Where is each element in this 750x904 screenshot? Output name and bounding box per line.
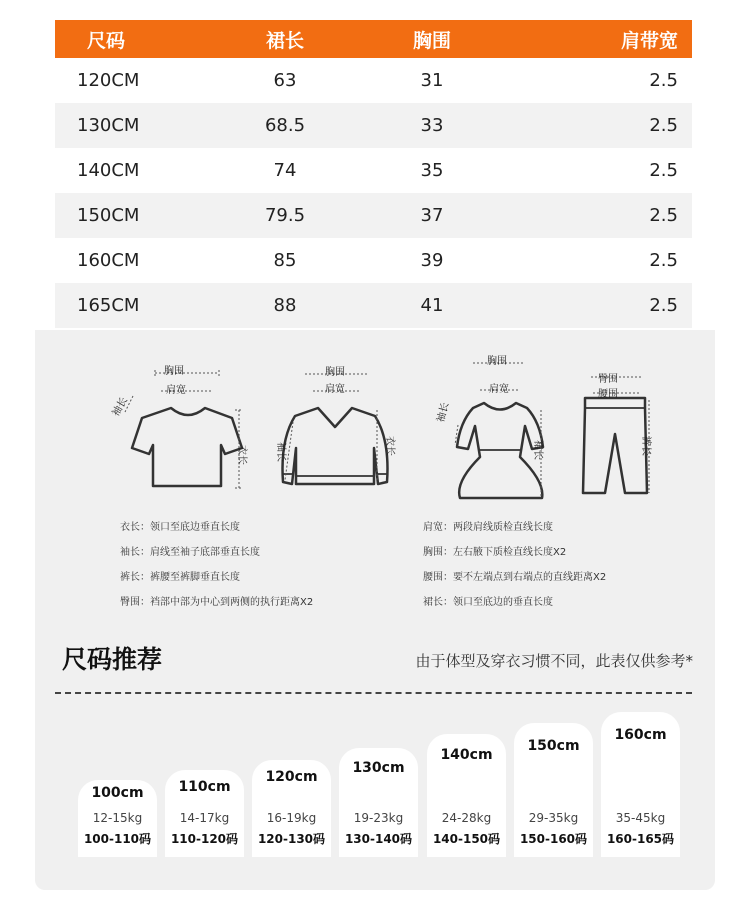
sweater-length-label: 衣长 <box>384 436 395 456</box>
tshirt-length-label: 衣长 <box>236 445 247 465</box>
card-size: 150cm <box>527 738 580 754</box>
dress-shoulder-label: 肩宽 <box>489 384 509 395</box>
card-weight: 16-19kg <box>266 811 317 825</box>
tshirt-shoulder-label: 肩宽 <box>166 385 186 396</box>
cell-strap-width: 2.5 <box>649 205 678 226</box>
card-weight: 35-45kg <box>615 811 666 825</box>
cell-strap-width: 2.5 <box>649 115 678 136</box>
card-weight: 19-23kg <box>353 811 404 825</box>
size-card <box>427 734 506 857</box>
pants-hip-label: 臀围 <box>598 374 618 385</box>
card-size: 140cm <box>440 747 493 763</box>
table-header <box>55 20 692 58</box>
table-row <box>55 283 692 328</box>
table-row <box>55 58 692 103</box>
cell-strap-width: 2.5 <box>649 250 678 271</box>
pants-icon <box>583 398 647 493</box>
header-chest: 胸围 <box>412 29 451 52</box>
sweater-icon <box>283 408 388 484</box>
info-panel <box>35 330 715 890</box>
card-size: 110cm <box>178 779 231 795</box>
cell-chest: 41 <box>420 295 444 316</box>
cell-chest: 33 <box>420 115 444 136</box>
sweater-chest-label: 胸围 <box>325 367 345 378</box>
size-card <box>514 723 593 857</box>
dress-chest-label: 胸围 <box>487 356 507 367</box>
card-height-range: 100-110码 <box>83 832 152 846</box>
header-size: 尺码 <box>87 29 126 52</box>
def-chest: 胸围：左右腋下质检直线长度X2 <box>423 547 567 558</box>
tshirt-sleeve-label: 袖长 <box>110 395 131 419</box>
card-size: 100cm <box>91 785 144 801</box>
def-sleeve-length: 袖长：肩线至袖子底部垂直长度 <box>120 547 260 558</box>
table-row <box>55 193 692 238</box>
cell-dress-length: 88 <box>273 295 297 316</box>
card-height-range: 110-120码 <box>170 832 239 846</box>
def-shoulder: 肩宽：两段肩线质检直线长度 <box>423 522 553 533</box>
dashed-divider <box>55 692 692 694</box>
cell-dress-length: 68.5 <box>264 115 306 136</box>
pants-length-label: 裤长 <box>640 436 651 456</box>
dress-sleeve-label: 袖长 <box>435 401 452 424</box>
cell-size: 140CM <box>77 160 140 181</box>
cell-dress-length: 85 <box>273 250 297 271</box>
size-card <box>339 748 418 857</box>
cell-size: 130CM <box>77 115 140 136</box>
cell-chest: 35 <box>420 160 444 181</box>
header-dress-length: 裙长 <box>265 29 304 52</box>
size-card <box>601 712 680 857</box>
card-size: 120cm <box>265 769 318 785</box>
tshirt-chest-label: 胸围 <box>164 366 184 377</box>
card-weight: 29-35kg <box>528 811 579 825</box>
table-row <box>55 238 692 283</box>
cell-chest: 39 <box>420 250 444 271</box>
size-table <box>55 20 692 328</box>
definitions-left <box>120 515 313 615</box>
cell-chest: 31 <box>420 70 444 91</box>
size-card <box>78 780 157 857</box>
size-card <box>165 770 244 857</box>
card-weight: 12-15kg <box>92 811 143 825</box>
cell-strap-width: 2.5 <box>649 70 678 91</box>
dress-length-label: 裙长 <box>532 440 543 460</box>
diagram-labels <box>109 354 653 465</box>
recommend-title: 尺码推荐 <box>62 645 163 674</box>
card-height-range: 120-130码 <box>257 832 326 846</box>
tshirt-icon <box>132 408 242 486</box>
cell-dress-length: 74 <box>273 160 297 181</box>
table-row <box>55 103 692 148</box>
def-hip: 臀围：裆部中部为中心到两侧的执行距离X2 <box>120 597 314 608</box>
card-height-range: 130-140码 <box>344 832 413 846</box>
cell-chest: 37 <box>420 205 444 226</box>
card-size: 160cm <box>614 727 667 743</box>
garment-illustrations <box>35 330 715 505</box>
cell-strap-width: 2.5 <box>649 295 678 316</box>
measurement-diagrams <box>35 330 715 500</box>
cell-dress-length: 63 <box>273 70 297 91</box>
recommend-note: 由于体型及穿衣习惯不同，此表仅供参考* <box>415 652 693 670</box>
table-row <box>55 148 692 193</box>
header-strap-width: 肩带宽 <box>620 29 678 52</box>
card-height-range: 160-165码 <box>606 832 675 846</box>
card-weight: 14-17kg <box>179 811 230 825</box>
cell-size: 120CM <box>77 70 140 91</box>
def-pants-length: 裤长：裤腰至裤脚垂直长度 <box>120 572 240 583</box>
cell-strap-width: 2.5 <box>649 160 678 181</box>
sweater-shoulder-label: 肩宽 <box>325 384 345 395</box>
card-height-range: 140-150码 <box>432 832 501 846</box>
sweater-sleeve-label: 袖长 <box>275 442 286 462</box>
pants-waist-label: 腰围 <box>598 389 618 400</box>
card-weight: 24-28kg <box>441 811 492 825</box>
card-size: 130cm <box>352 760 405 776</box>
def-garment-length: 衣长：领口至底边垂直长度 <box>120 522 240 533</box>
definitions-right <box>423 515 606 615</box>
size-card <box>252 760 331 857</box>
cell-size: 160CM <box>77 250 140 271</box>
cell-size: 150CM <box>77 205 140 226</box>
def-dress-length: 裙长：领口至底边的垂直长度 <box>423 597 553 608</box>
cell-dress-length: 79.5 <box>264 205 306 226</box>
def-waist: 腰围：要不左端点到右端点的直线距离X2 <box>423 572 607 583</box>
card-height-range: 150-160码 <box>519 832 588 846</box>
cell-size: 165CM <box>77 295 140 316</box>
